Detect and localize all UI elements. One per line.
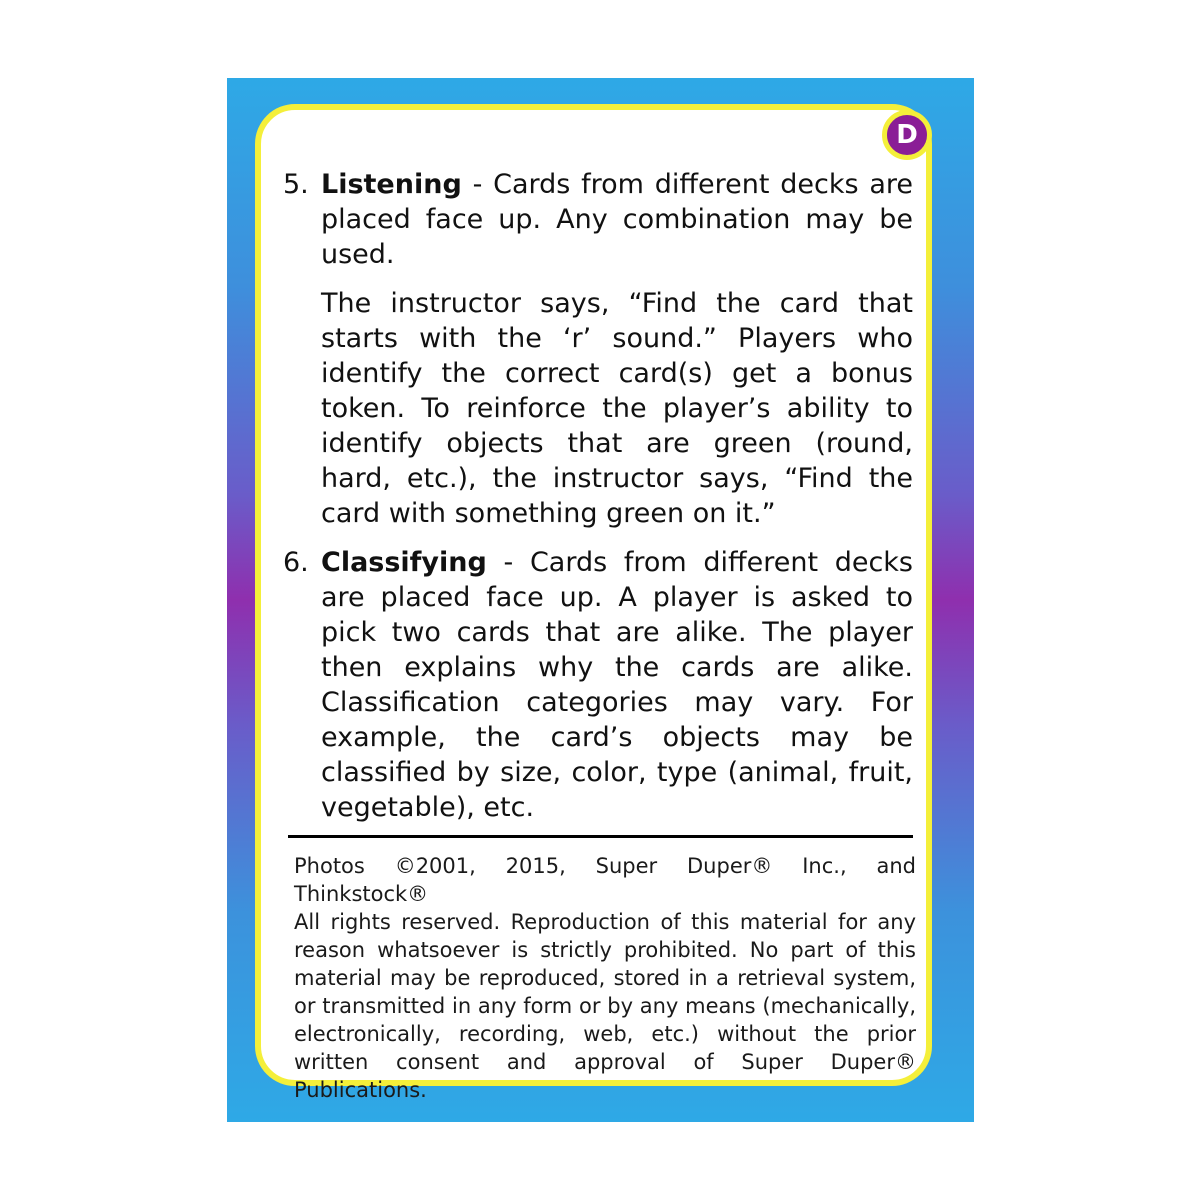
item-number: 5. bbox=[283, 169, 309, 200]
item-text: - Cards from different decks are placed face up. Any combination may be used. bbox=[321, 169, 913, 270]
item-paragraph bbox=[321, 167, 913, 272]
item-title: Listening bbox=[321, 169, 462, 200]
instruction-item-classifying bbox=[283, 545, 913, 825]
section-divider bbox=[288, 835, 913, 838]
item-body bbox=[321, 167, 913, 531]
copyright-line: Photos ©2001, 2015, Super Duper® Inc., and Thinkstock® bbox=[294, 854, 916, 906]
copyright-notice bbox=[294, 852, 916, 1104]
rights-text: All rights reserved. Reproduction of this material for any reason whatsoever is strictly prohibited. No part of this material may be reproduced, stored in a retrieval system, or transmitted in any form or by any means (mechanically, electronically, recording, web, etc.) without the prior written consent and approval of Super Duper® Publications. bbox=[294, 910, 916, 1102]
deck-letter-badge: D bbox=[882, 110, 932, 160]
item-text: - Cards from different decks are placed face up. A player is asked to pick two cards that are alike. The player then explains why the cards are alike. Classification categories may vary. For example, the card’s objects may be classified by size, color, type (animal, fruit, vegetable), etc. bbox=[321, 547, 913, 823]
item-number: 6. bbox=[283, 547, 309, 578]
item-body bbox=[321, 545, 913, 825]
instruction-item-listening bbox=[283, 167, 913, 531]
item-paragraph bbox=[321, 545, 913, 825]
item-title: Classifying bbox=[321, 547, 487, 578]
item-paragraph: The instructor says, “Find the card that starts with the ‘r’ sound.” Players who identify the correct card(s) get a bonus token. To reinforce the player’s ability to identify objects that are green (round, hard, etc.), the instructor says, “Find the card with something green on it.” bbox=[321, 288, 913, 529]
